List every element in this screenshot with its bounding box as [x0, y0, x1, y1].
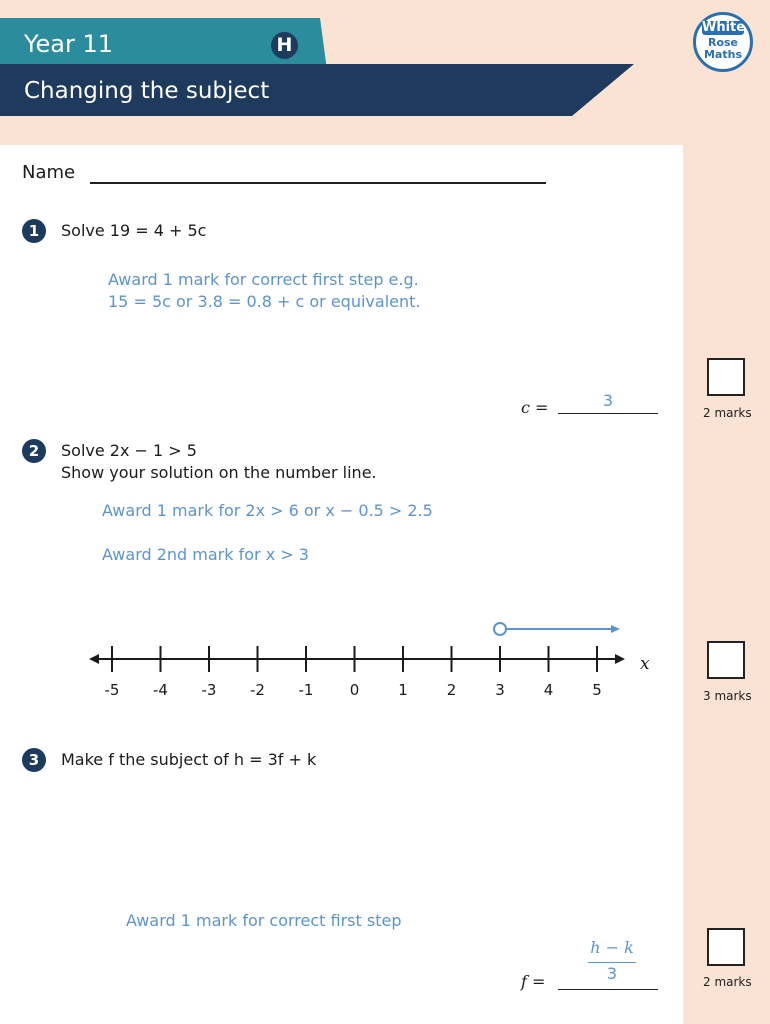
question-3-answer-denominator: 3 — [606, 964, 618, 983]
question-1-number: 1 — [22, 219, 46, 243]
question-2-marks: 3 marks — [703, 689, 752, 703]
number-line-left-arrow — [89, 654, 99, 664]
question-3-fraction-bar — [588, 962, 636, 963]
question-1-mark-note-1: Award 1 mark for correct first step e.g. — [108, 270, 419, 289]
question-3-answer-label: f = — [521, 972, 546, 991]
question-2-number: 2 — [22, 439, 46, 463]
question-2-mark-note-1: Award 1 mark for 2x > 6 or x − 0.5 > 2.5 — [102, 501, 433, 520]
number-line-tick-label: 0 — [349, 681, 360, 699]
number-line-right-arrow — [615, 654, 625, 664]
question-1-mark-note-2: 15 = 5c or 3.8 = 0.8 + c or equivalent. — [108, 292, 421, 311]
question-3-answer-line[interactable] — [558, 989, 658, 990]
question-3-number: 3 — [22, 748, 46, 772]
question-3-mark-note-1: Award 1 mark for correct first step — [126, 911, 402, 930]
solution-arrow-head — [611, 625, 620, 633]
number-line-tick-label: 5 — [592, 681, 602, 699]
topic-title: Changing the subject — [24, 78, 270, 104]
question-2-text: Solve 2x − 1 > 5 — [61, 441, 197, 460]
question-3-answer-numerator: h − k — [590, 938, 634, 957]
number-line-variable: x — [640, 654, 650, 674]
question-1-answer-label: c = — [521, 398, 549, 417]
number-line-tick-label: 1 — [398, 681, 408, 699]
question-3-text: Make f the subject of h = 3f + k — [61, 750, 317, 769]
white-rose-maths-logo: White Rose Maths — [693, 12, 753, 72]
open-circle-marker — [494, 623, 506, 635]
question-3-marks: 2 marks — [703, 975, 752, 989]
question-1-mark-box[interactable] — [707, 358, 745, 396]
number-line — [85, 615, 660, 705]
question-2-mark-box[interactable] — [707, 641, 745, 679]
question-1-text: Solve 19 = 4 + 5c — [61, 221, 207, 240]
number-line-tick-label: -1 — [298, 681, 314, 699]
year-label: Year 11 — [24, 30, 113, 58]
number-line-tick-label: 2 — [446, 681, 457, 699]
question-1-answer-value: 3 — [602, 391, 614, 410]
name-field[interactable] — [90, 182, 546, 184]
number-line-tick-label: 3 — [495, 681, 505, 699]
question-2-subtext: Show your solution on the number line. — [61, 463, 377, 482]
number-line-tick-label: -3 — [201, 681, 217, 699]
question-1-answer-line[interactable] — [558, 413, 658, 414]
question-3-mark-box[interactable] — [707, 928, 745, 966]
number-line-tick-label: -5 — [104, 681, 120, 699]
number-line-tick-label: -2 — [250, 681, 265, 699]
number-line-tick-label: -4 — [153, 681, 168, 699]
tier-badge: H — [271, 32, 298, 59]
question-2-mark-note-2: Award 2nd mark for x > 3 — [102, 545, 309, 564]
question-1-marks: 2 marks — [703, 406, 752, 420]
number-line-tick-label: 4 — [543, 681, 554, 699]
name-label: Name — [22, 162, 76, 183]
